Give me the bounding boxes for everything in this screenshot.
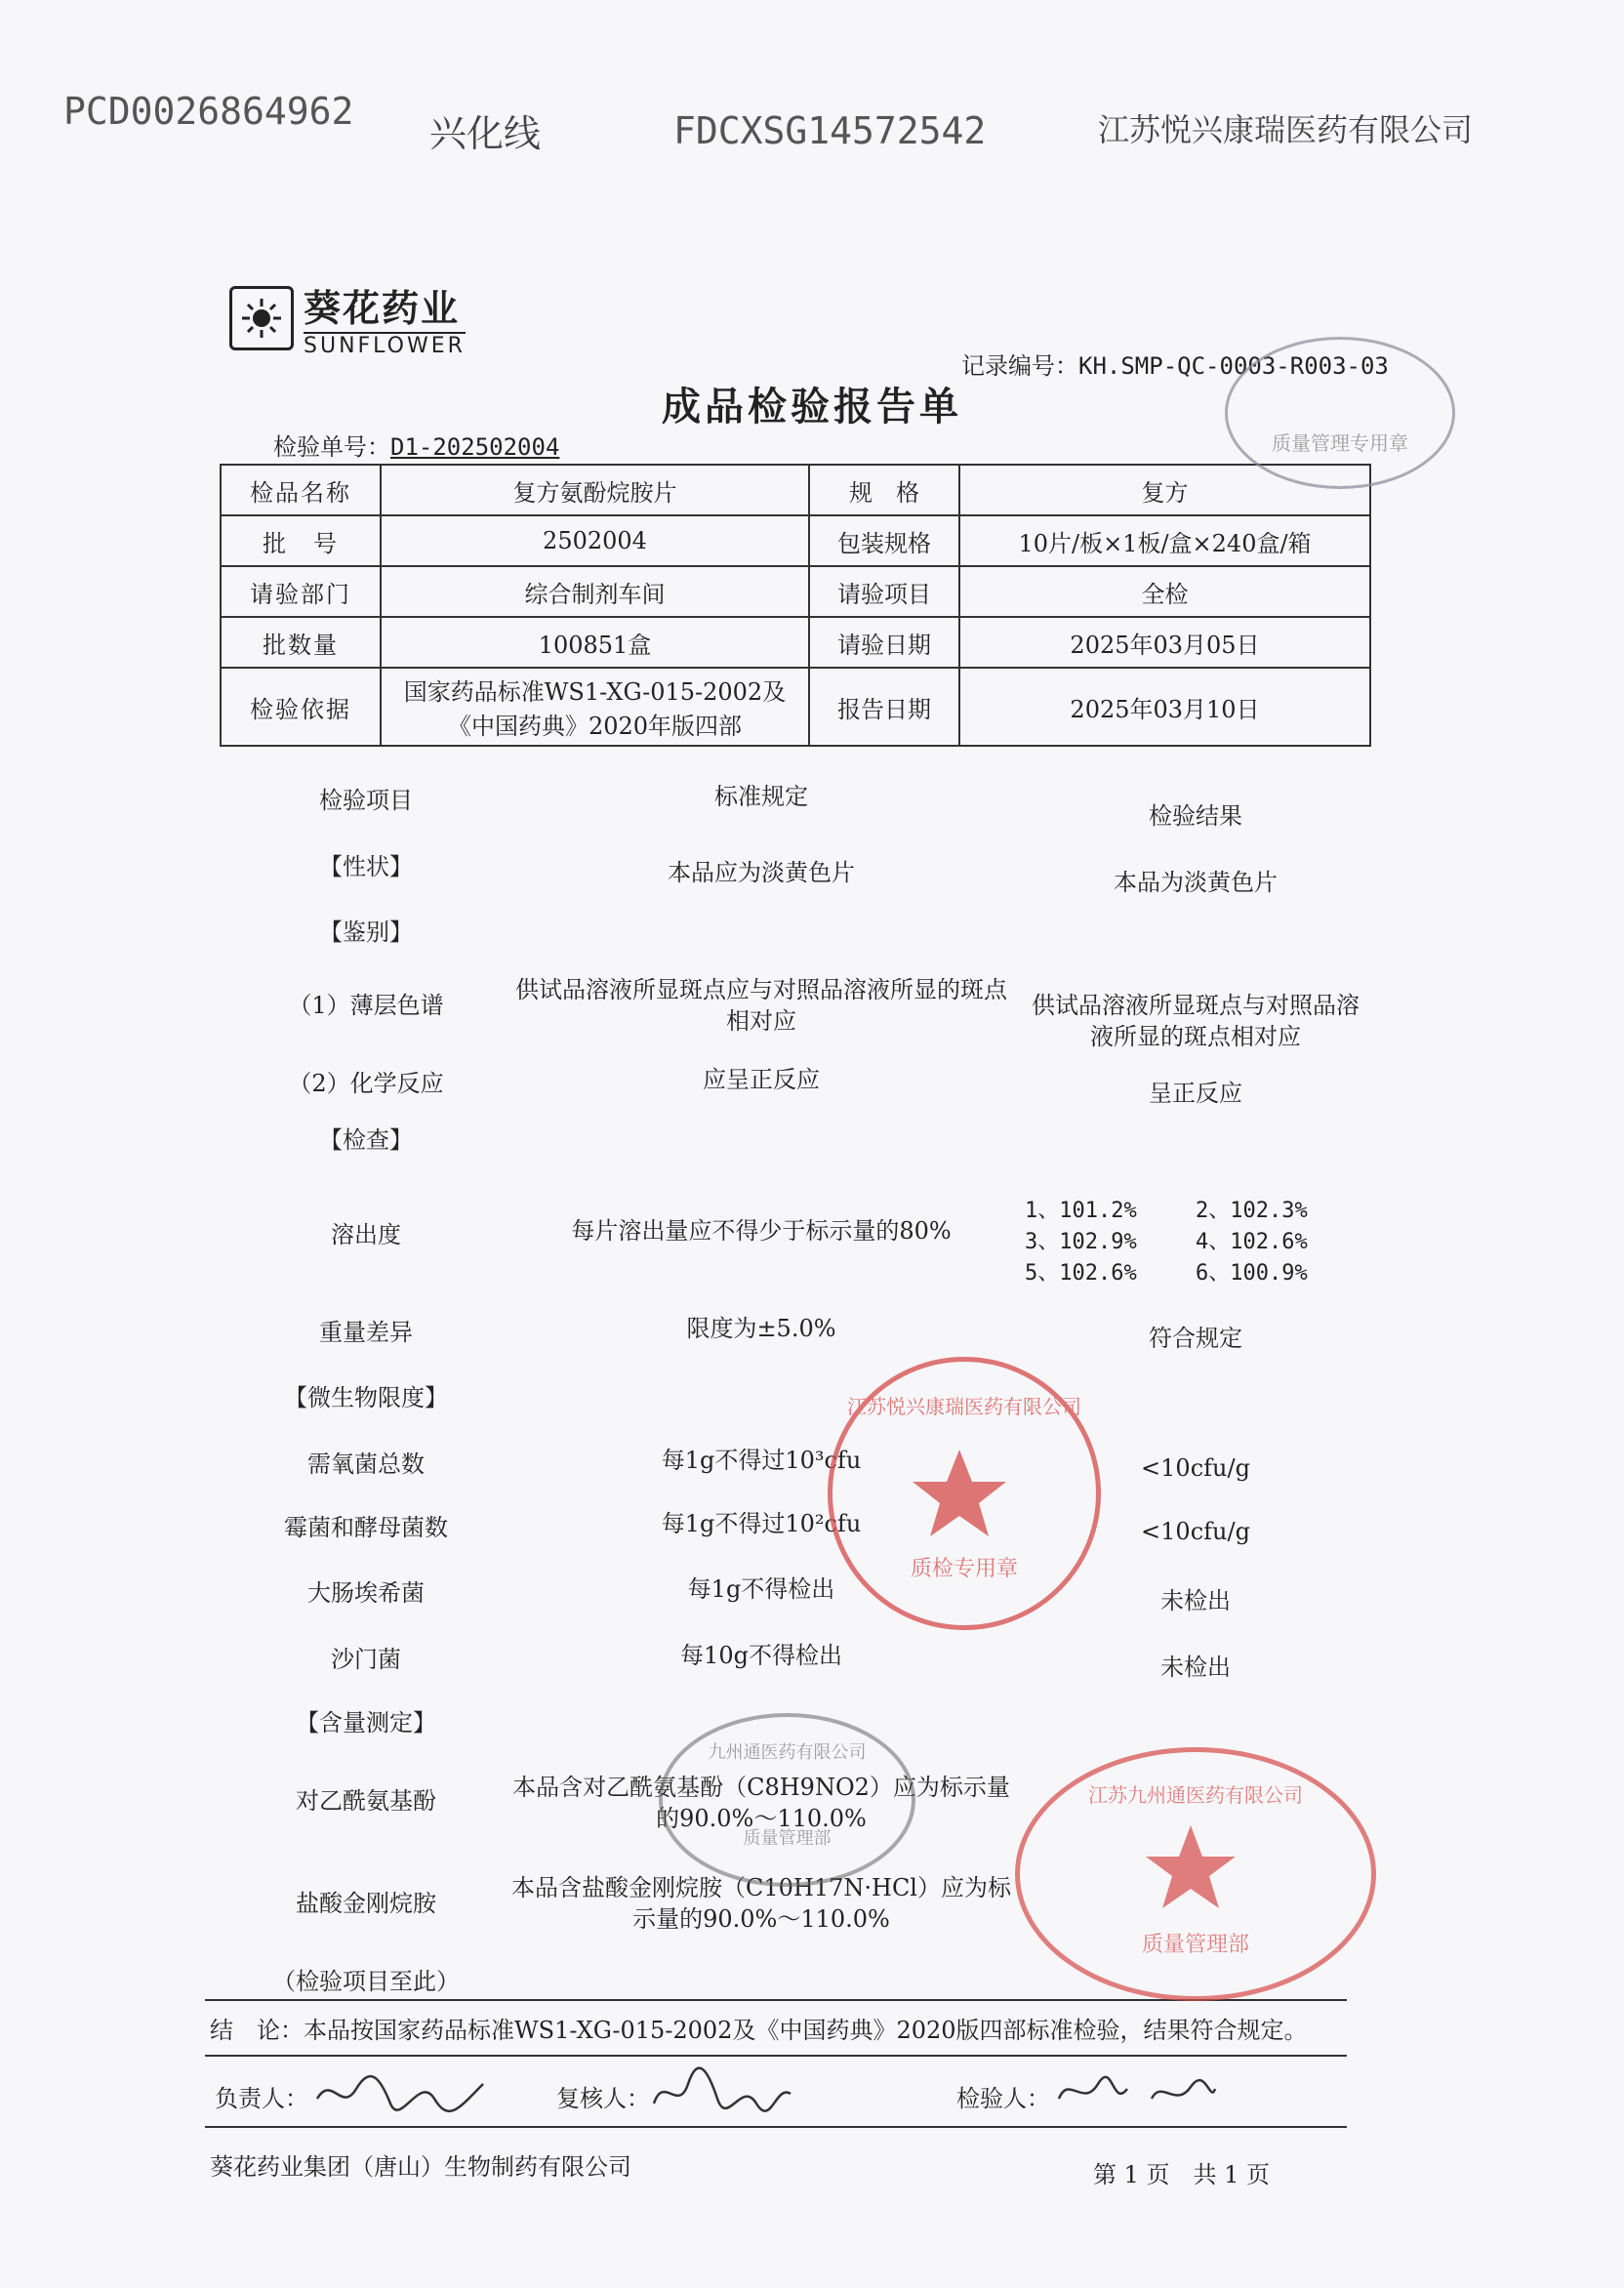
item-check: 【检查】 bbox=[319, 1126, 413, 1154]
item-paracetamol: 对乙酰氨基酚 bbox=[296, 1787, 436, 1815]
res-chem: 呈正反应 bbox=[1149, 1080, 1242, 1107]
inspection-number-label: 检验单号： bbox=[273, 433, 390, 461]
item-amantadine: 盐酸金刚烷胺 bbox=[296, 1890, 436, 1917]
item-aerobic: 需氧菌总数 bbox=[307, 1450, 425, 1478]
batch-value: 2502004 bbox=[381, 515, 809, 566]
res-appearance: 本品为淡黄色片 bbox=[1114, 869, 1278, 896]
std-paracetamol: 本品含对乙酰氨基酚（C8H9NO2）应为标示量的90.0%～110.0% bbox=[512, 1774, 1010, 1832]
item-label: 请验项目 bbox=[809, 566, 959, 617]
res-tlc: 供试品溶液所显斑点与对照品溶液所显的斑点相对应 bbox=[1032, 992, 1360, 1050]
gray-stamp-sub: 质量管理部 bbox=[743, 1828, 832, 1849]
std-mold: 每1g不得过10²cfu bbox=[661, 1510, 862, 1537]
res-dissolution bbox=[1025, 1196, 1366, 1289]
item-weight: 重量差异 bbox=[319, 1319, 413, 1346]
dept-value: 综合制剂车间 bbox=[381, 566, 809, 617]
reviewer-signature bbox=[649, 2064, 795, 2118]
inspector-signature bbox=[1054, 2069, 1220, 2118]
dept-label: 请验部门 bbox=[221, 566, 381, 617]
company-red-stamp-text: 江苏悦兴康瑞医药有限公司 bbox=[847, 1395, 1081, 1418]
item-end: （检验项目至此） bbox=[272, 1968, 460, 1995]
basis-line-2: 《中国药典》2020年版四部 bbox=[447, 713, 743, 740]
qty-label: 批数量 bbox=[221, 617, 381, 668]
std-salmonella: 每10g不得检出 bbox=[680, 1642, 842, 1669]
std-amantadine: 本品含盐酸金刚烷胺（C10H17N·HCl）应为标示量的90.0%～110.0% bbox=[511, 1874, 1011, 1933]
right-red-stamp-sub: 质量管理部 bbox=[1141, 1933, 1249, 1957]
name-value: 复方氨酚烷胺片 bbox=[381, 465, 809, 515]
right-red-stamp-text: 江苏九州通医药有限公司 bbox=[1088, 1783, 1303, 1807]
res-mold: <10cfu/g bbox=[1141, 1518, 1250, 1545]
basis-value bbox=[381, 668, 809, 746]
name-label: 检品名称 bbox=[221, 465, 381, 515]
col-result: 检验结果 bbox=[1149, 802, 1242, 830]
pack-value: 10片/板×1板/盒×240盒/箱 bbox=[959, 515, 1370, 566]
dissolution-1: 1、101.2% bbox=[1025, 1199, 1137, 1223]
responsible-signature bbox=[312, 2069, 488, 2118]
inspector-label: 检验人： bbox=[956, 2085, 1050, 2112]
qa-dept-stamp-text: 质量管理专用章 bbox=[1272, 431, 1408, 455]
qa-dept-stamp bbox=[1225, 337, 1455, 489]
rep-date-label: 报告日期 bbox=[809, 668, 959, 746]
record-number-value: KH.SMP-QC-0003-R003-03 bbox=[1078, 352, 1389, 380]
product-info-table bbox=[220, 464, 1371, 747]
item-value: 全检 bbox=[959, 566, 1370, 617]
gray-stamp bbox=[659, 1713, 915, 1887]
item-dissolution: 溶出度 bbox=[331, 1221, 401, 1248]
dissolution-5: 5、102.6% bbox=[1025, 1261, 1137, 1286]
responsible-label: 负责人： bbox=[215, 2085, 308, 2112]
std-dissolution: 每片溶出量应不得少于标示量的80% bbox=[571, 1217, 952, 1245]
res-weight: 符合规定 bbox=[1149, 1325, 1242, 1352]
dissolution-3: 3、102.9% bbox=[1025, 1230, 1137, 1254]
item-assay: 【含量测定】 bbox=[296, 1709, 436, 1736]
dissolution-6: 6、100.9% bbox=[1196, 1261, 1308, 1286]
record-number-label: 记录编号： bbox=[961, 352, 1078, 380]
header-line: 兴化线 bbox=[429, 112, 542, 155]
header-code-2: FDCXSG14572542 bbox=[673, 109, 987, 152]
item-ecoli: 大肠埃希菌 bbox=[307, 1579, 425, 1607]
item-micro: 【微生物限度】 bbox=[284, 1384, 448, 1411]
basis-label: 检验依据 bbox=[221, 668, 381, 746]
std-weight: 限度为±5.0% bbox=[686, 1315, 836, 1342]
dissolution-4: 4、102.6% bbox=[1196, 1230, 1308, 1254]
std-ecoli: 每1g不得检出 bbox=[687, 1575, 835, 1603]
page-number: 第 1 页 共 1 页 bbox=[1093, 2161, 1271, 2188]
req-date-label: 请验日期 bbox=[809, 617, 959, 668]
divider-bottom bbox=[205, 2126, 1347, 2128]
item-ident: 【鉴别】 bbox=[319, 919, 413, 946]
batch-label: 批 号 bbox=[221, 515, 381, 566]
footer-company: 葵花药业集团（唐山）生物制药有限公司 bbox=[210, 2153, 631, 2181]
right-red-stamp bbox=[1015, 1747, 1376, 2001]
std-appearance: 本品应为淡黄色片 bbox=[668, 859, 855, 886]
item-mold: 霉菌和酵母菌数 bbox=[284, 1514, 448, 1541]
inspection-number bbox=[273, 428, 559, 462]
std-aerobic: 每1g不得过10³cfu bbox=[661, 1447, 862, 1474]
logo-cn: 葵花药业 bbox=[304, 286, 461, 330]
basis-line-1: 国家药品标准WS1-XG-015-2002及 bbox=[403, 678, 787, 706]
rep-date-value: 2025年03月10日 bbox=[959, 668, 1370, 746]
reviewer-label: 复核人： bbox=[556, 2085, 650, 2112]
req-date-value: 2025年03月05日 bbox=[959, 617, 1370, 668]
item-tlc: （1）薄层色谱 bbox=[288, 992, 444, 1019]
divider-mid bbox=[205, 2055, 1347, 2057]
std-tlc: 供试品溶液所显斑点应与对照品溶液所显的斑点相对应 bbox=[515, 976, 1007, 1035]
item-salmonella: 沙门菌 bbox=[331, 1646, 401, 1673]
col-item: 检验项目 bbox=[319, 787, 413, 814]
qty-value: 100851盒 bbox=[381, 617, 809, 668]
spec-label: 规 格 bbox=[809, 465, 959, 515]
item-chem: （2）化学反应 bbox=[288, 1070, 444, 1097]
pack-label: 包装规格 bbox=[809, 515, 959, 566]
header-code-1: PCD0026864962 bbox=[63, 90, 354, 133]
header-company: 江苏悦兴康瑞医药有限公司 bbox=[1098, 111, 1474, 148]
sunflower-icon bbox=[229, 286, 294, 350]
res-salmonella: 未检出 bbox=[1160, 1654, 1231, 1681]
item-appearance: 【性状】 bbox=[319, 853, 413, 880]
inspection-number-value: D1-202502004 bbox=[390, 433, 560, 461]
company-red-stamp-sub: 质检专用章 bbox=[910, 1557, 1018, 1581]
logo-en: SUNFLOWER bbox=[304, 334, 466, 358]
company-logo bbox=[229, 278, 466, 358]
std-chem: 应呈正反应 bbox=[703, 1066, 820, 1093]
col-standard: 标准规定 bbox=[714, 783, 808, 810]
report-title: 成品检验报告单 bbox=[662, 384, 962, 429]
gray-stamp-text: 九州通医药有限公司 bbox=[708, 1742, 867, 1763]
dissolution-2: 2、102.3% bbox=[1196, 1199, 1308, 1223]
conclusion: 结 论：本品按国家药品标准WS1-XG-015-2002及《中国药典》2020版四部标准检验，结果符合规定。 bbox=[210, 2017, 1308, 2044]
res-aerobic: <10cfu/g bbox=[1141, 1454, 1250, 1482]
spec-value: 复方 bbox=[959, 465, 1370, 515]
company-red-stamp bbox=[828, 1357, 1101, 1630]
res-ecoli: 未检出 bbox=[1160, 1587, 1231, 1614]
